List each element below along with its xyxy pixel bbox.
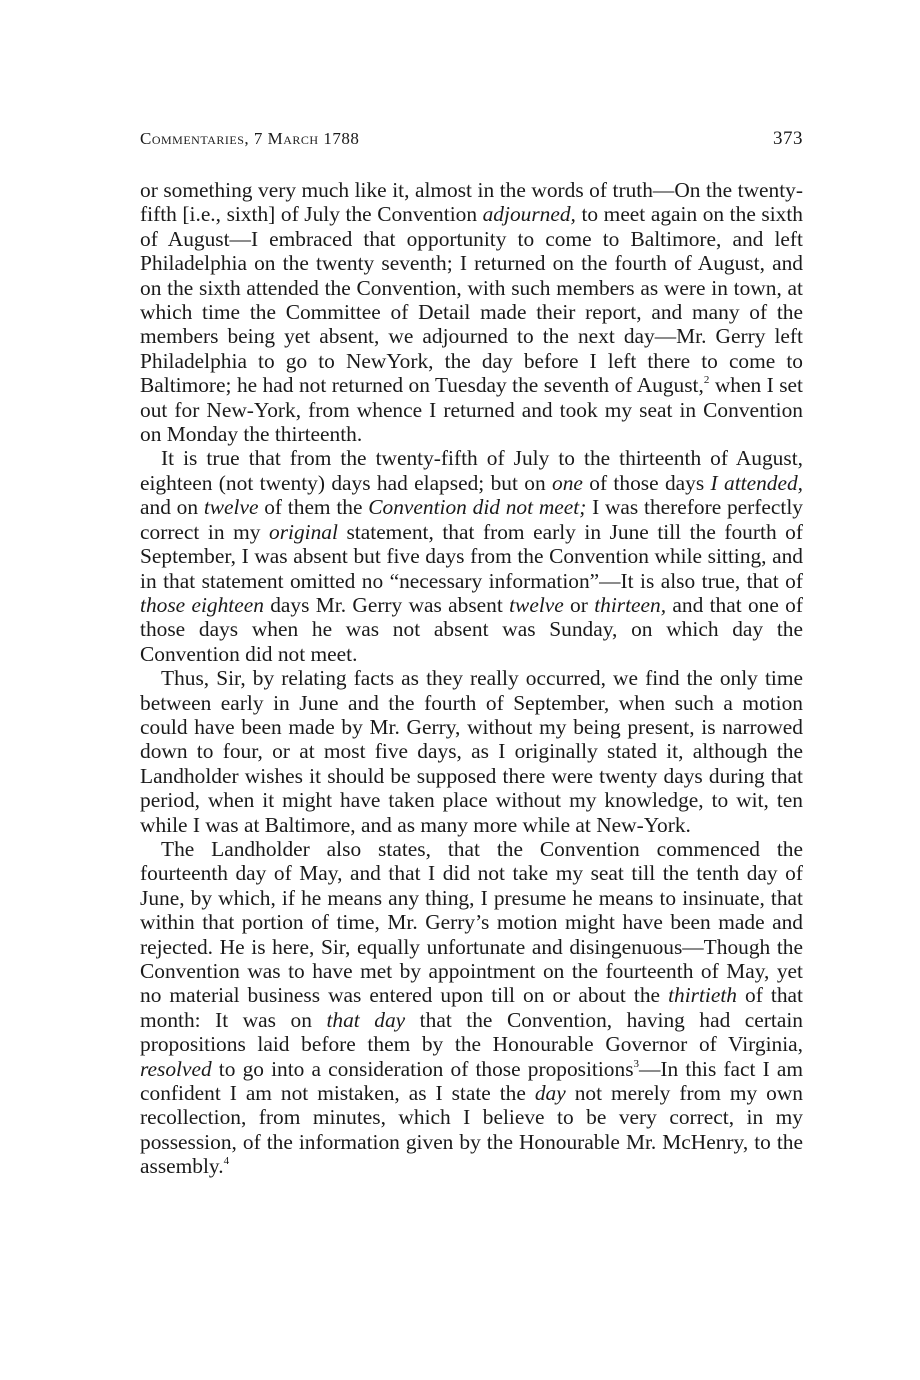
text-run: when I set out for New-York, from whence I returned and took my seat in Convention on Monday the thirteenth. (140, 373, 803, 447)
text-run: of them the (258, 495, 369, 520)
text-run: to meet again on the sixth of August—I embraced that opportunity to come to Baltimore, and left Philadelphia on the twenty seventh; I returned on the fourth of August, and on the sixth attended the Convention, with such members as were in town, at which time the Committee of Detail made their report, and many of the members being yet absent, we adjourned to the next day—Mr. Gerry left Philadelphia to go to NewYork, the day before I left there to come to Baltimore; he had not returned on Tuesday the seventh of August, (140, 202, 803, 398)
italic-text: I attended, (710, 470, 803, 495)
text-run: not merely from my own recollection, from minutes, which I believe to be very correct, in my possession, of the information given by the Honourable Mr. McHenry, to the assembly. (140, 1081, 803, 1179)
italic-text: that day (326, 1007, 406, 1032)
footnote-ref: 3 (633, 1057, 640, 1070)
paragraph (140, 178, 803, 446)
text-run: or something very much like it, almost in the words of truth—On the twenty-fifth [i.e., sixth] of July the Convention (140, 178, 803, 227)
italic-text: original (269, 519, 338, 544)
running-head-title: Commentaries, 7 March 1788 (140, 129, 360, 148)
footnote-ref: 4 (223, 1155, 230, 1168)
italic-text: Convention did not meet; (368, 495, 587, 520)
italic-text: resolved (140, 1056, 212, 1081)
italic-text: thirtieth (668, 983, 738, 1008)
text-run: —In this fact I am confident I am not mistaken, as I state the (140, 1056, 803, 1106)
text-run: of those days (582, 470, 711, 495)
text-run: and on (140, 495, 204, 520)
italic-text: twelve (203, 495, 259, 520)
text-run: of that month: It was on (140, 983, 803, 1032)
text-run: The Landholder also states, that the Convention commenced the fourteenth day of May, and that I did not take my seat till the tenth day of June, by which, if he means any thing, I presume he means to insinuate, that within that portion of time, Mr. Gerry’s motion might have been made and rejected. He is here, Sir, equally unfortunate and disingenuous—Though the Convention was to have met by appointment on the fourteenth of May, yet no material business was entered upon till on or about the (140, 836, 803, 1008)
text-run: Thus, Sir, by relating facts as they really occurred, we find the only time between early in June and the fourth of September, when such a motion could have been made by Mr. Gerry, without my being present, is narrowed down to four, or at most five days, as I originally stated it, although the Landholder wishes it should be supposed there were twenty days during that period, when it might have taken place without my knowledge, to wit, ten while I was at Baltimore, and as many more while at New-York. (140, 666, 803, 837)
paragraph (140, 666, 803, 837)
italic-text: adjourned, (482, 202, 576, 227)
text-run: that the Convention, having had certain propositions laid before them by the Honourable Governor of Virginia, (140, 1007, 803, 1057)
italic-text: twelve (509, 592, 564, 617)
page-number: 373 (773, 128, 803, 149)
italic-text: day (534, 1081, 566, 1106)
text-run: to go into a consideration of those propositions (211, 1056, 634, 1081)
italic-text: one (552, 470, 583, 495)
text-run: days Mr. Gerry was absent (263, 592, 510, 617)
paragraph (140, 837, 803, 1179)
italic-text: thirteen, (594, 592, 667, 617)
running-head (140, 128, 803, 156)
text-run: or (563, 592, 595, 617)
text-run: and that one of those days when he was not absent was Sunday, on which day the Convention did not meet. (140, 592, 803, 666)
footnote-ref: 2 (703, 374, 710, 387)
text-run: It is true that from the twenty-fifth of July to the thirteenth of August, eighteen (not twenty) days had elapsed; but on (140, 446, 803, 495)
text-run: I was therefore perfectly correct in my (140, 495, 803, 544)
body-text (140, 178, 803, 1179)
text-run: statement, that from early in June till the fourth of September, I was absent but five days from the Convention while sitting, and in that statement omitted no “necessary information”—It is also true, that of (140, 519, 804, 593)
italic-text: those eighteen (140, 592, 264, 617)
page (140, 128, 803, 1179)
paragraph (140, 446, 803, 666)
